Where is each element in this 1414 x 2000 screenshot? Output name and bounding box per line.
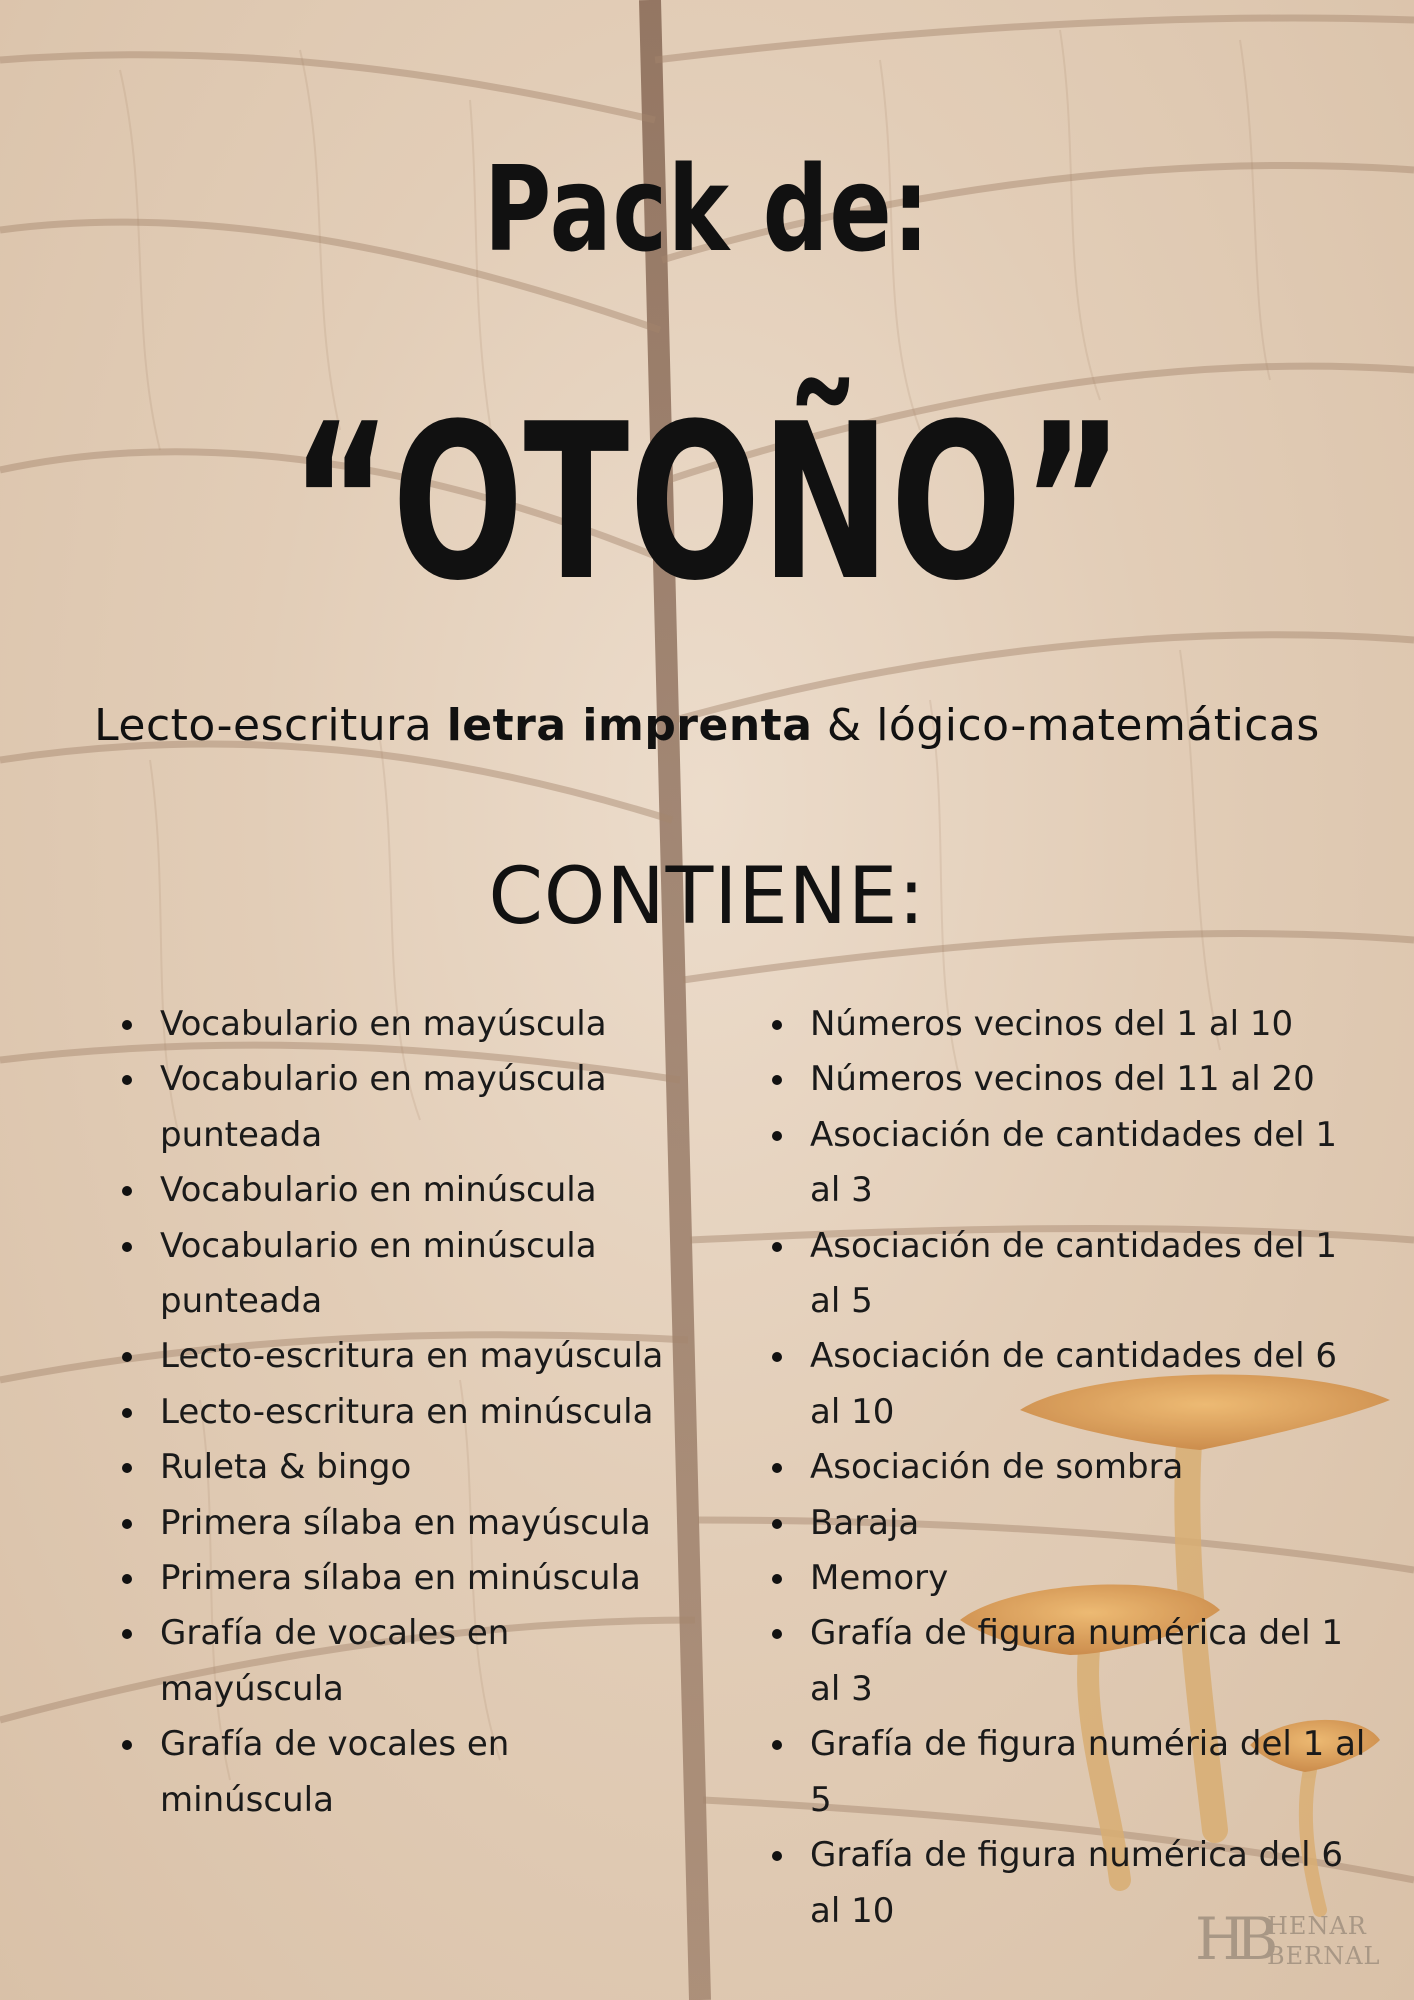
right-contents-list [770,997,1370,1939]
list-item: Grafía de figura numéria del 1 al 5 [770,1717,1370,1828]
list-item: Asociación de sombra [770,1440,1370,1495]
pack-label: Pack de: [483,140,931,278]
logo-monogram: HB [1195,1905,1269,1973]
list-item: Lecto-escritura en minúscula [120,1385,680,1440]
list-item: Asociación de cantidades del 1 al 5 [770,1219,1370,1330]
logo-text [1267,1911,1381,1971]
list-item: Números vecinos del 1 al 10 [770,997,1370,1052]
list-item: Vocabulario en mayúscula punteada [120,1052,680,1163]
list-item: Baraja [770,1496,1370,1551]
list-item: Lecto-escritura en mayúscula [120,1329,680,1384]
subtitle [0,700,1414,751]
list-item: Grafía de figura numérica del 1 al 3 [770,1606,1370,1717]
logo-line1: HENAR [1267,1912,1367,1940]
list-item: Grafía de vocales en minúscula [120,1717,680,1828]
main-title: “OTOÑO” [290,377,1124,628]
list-item: Primera sílaba en minúscula [120,1551,680,1606]
list-item: Primera sílaba en mayúscula [120,1496,680,1551]
subtitle-part2: & lógico-matemáticas [812,700,1320,751]
subtitle-bold: letra imprenta [446,700,813,751]
henar-bernal-logo [1195,1905,1395,1975]
list-item: Vocabulario en minúscula [120,1163,680,1218]
subtitle-part1: Lecto-escritura [94,700,447,751]
left-contents-list [120,997,680,1828]
list-item: Asociación de cantidades del 6 al 10 [770,1329,1370,1440]
list-item: Asociación de cantidades del 1 al 3 [770,1108,1370,1219]
list-item: Grafía de vocales en mayúscula [120,1606,680,1717]
list-item: Números vecinos del 11 al 20 [770,1052,1370,1107]
logo-line2: BERNAL [1267,1942,1381,1970]
list-item: Vocabulario en minúscula punteada [120,1219,680,1330]
list-item: Grafía de figura numérica del 6 al 10 [770,1828,1370,1939]
list-item: Vocabulario en mayúscula [120,997,680,1052]
list-item: Memory [770,1551,1370,1606]
list-item: Ruleta & bingo [120,1440,680,1495]
contains-heading: CONTIENE: [488,852,926,942]
